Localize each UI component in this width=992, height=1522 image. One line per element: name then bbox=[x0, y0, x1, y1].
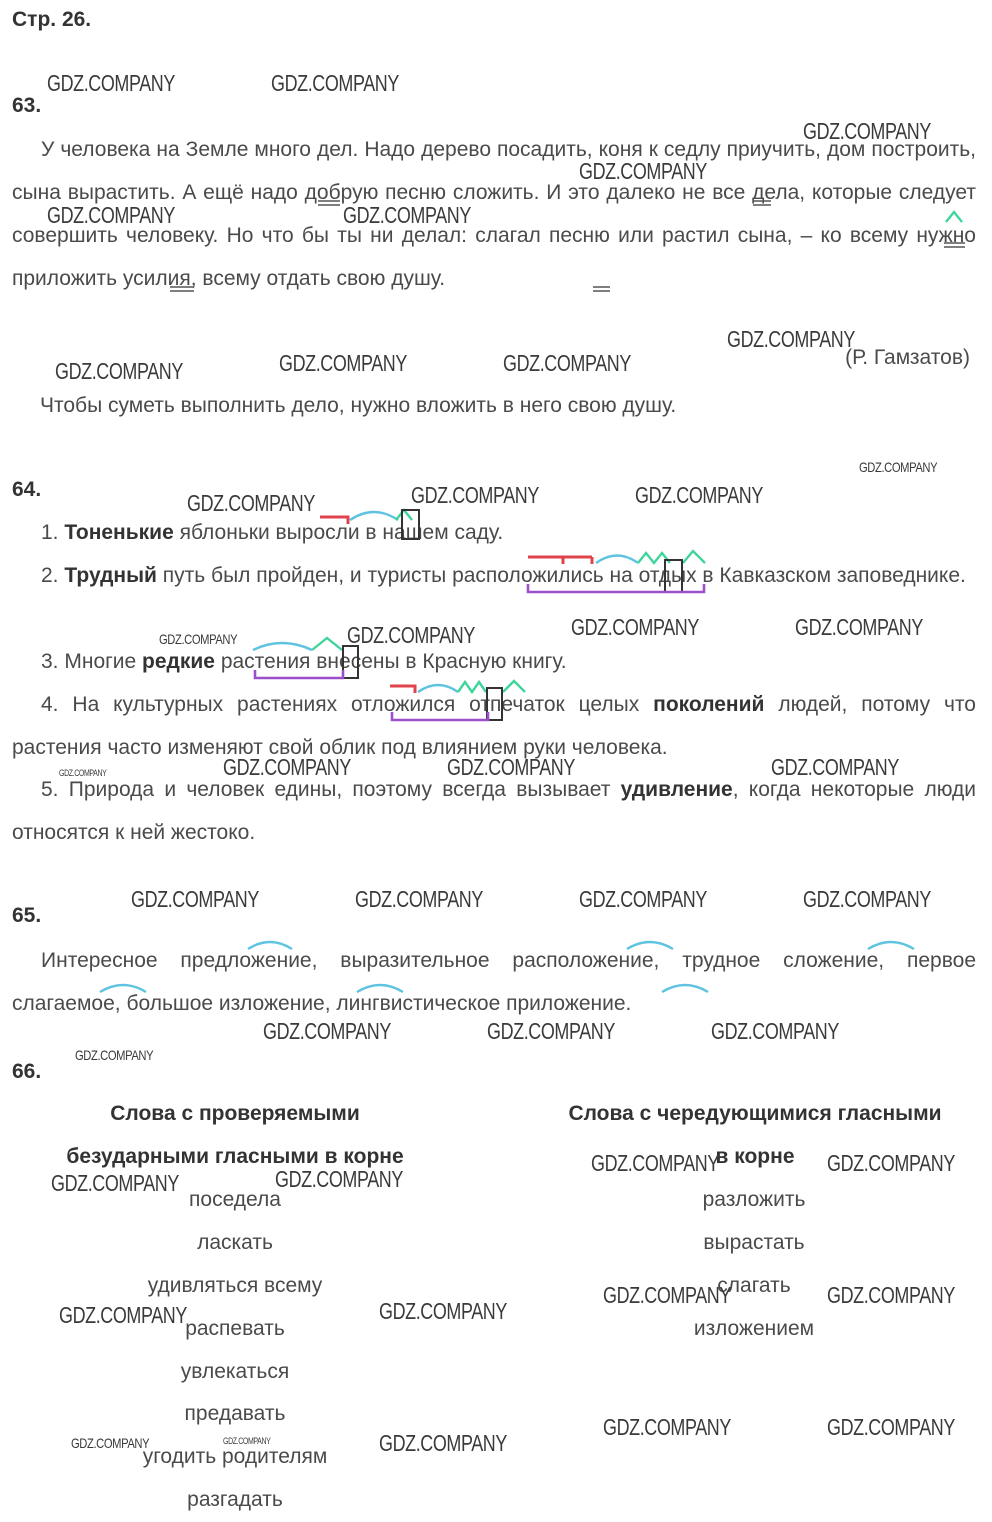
watermark: GDZ.COMPANY bbox=[51, 1170, 179, 1196]
s2-num: 2. bbox=[41, 564, 59, 587]
watermark: GDZ.COMPANY bbox=[75, 1047, 154, 1063]
watermark: GDZ.COMPANY bbox=[47, 202, 175, 228]
watermark: GDZ.COMPANY bbox=[503, 350, 631, 376]
watermark: GDZ.COMPANY bbox=[591, 1150, 719, 1176]
s2-bold-word: Трудный bbox=[64, 564, 157, 587]
watermark: GDZ.COMPANY bbox=[279, 350, 407, 376]
watermark: GDZ.COMPANY bbox=[275, 1166, 403, 1192]
watermark: GDZ.COMPANY bbox=[795, 614, 923, 640]
right-word-4: изложением bbox=[693, 1317, 815, 1340]
watermark: GDZ.COMPANY bbox=[579, 886, 707, 912]
right-word-2: вырастать bbox=[703, 1231, 805, 1254]
s3-bold-word: редкие bbox=[142, 650, 215, 673]
s4-rest: людей, потому что растения часто изменяют свой облик под влиянием руки человека. bbox=[12, 693, 976, 759]
s5-rest: , когда некоторые люди относятся к ней жестоко. bbox=[12, 778, 977, 844]
exercise-63-author: (Р. Гамзатов) bbox=[845, 346, 970, 369]
watermark: GDZ.COMPANY bbox=[379, 1430, 507, 1456]
right-word-1: разложить bbox=[702, 1188, 806, 1211]
watermark: GDZ.COMPANY bbox=[859, 459, 938, 475]
watermark: GDZ.COMPANY bbox=[803, 118, 931, 144]
left-word-2: ласкать bbox=[197, 1231, 273, 1254]
s2-rest: путь был пройден, и туристы расположились на отдых в Кавказском заповеднике. bbox=[162, 564, 966, 587]
left-word-7: угодить родителям bbox=[142, 1445, 328, 1468]
watermark: GDZ.COMPANY bbox=[71, 1435, 150, 1451]
exercise-number-63: 63. bbox=[12, 94, 42, 117]
watermark: GDZ.COMPANY bbox=[579, 158, 707, 184]
watermark: GDZ.COMPANY bbox=[603, 1282, 731, 1308]
watermark: GDZ.COMPANY bbox=[771, 754, 899, 780]
left-word-5: увлекаться bbox=[180, 1360, 290, 1383]
left-column-heading-line-2: безударными гласными в корне bbox=[66, 1145, 404, 1168]
watermark: GDZ.COMPANY bbox=[347, 622, 475, 648]
s3-rest: растения внесены в Красную книгу. bbox=[220, 650, 567, 673]
exercise-64-sentence-1 bbox=[12, 511, 976, 554]
s3-num: 3. Многие bbox=[41, 650, 137, 673]
watermark: GDZ.COMPANY bbox=[571, 614, 699, 640]
watermark: GDZ.COMPANY bbox=[827, 1282, 955, 1308]
watermark: GDZ.COMPANY bbox=[59, 1302, 187, 1328]
watermark: GDZ.COMPANY bbox=[411, 482, 539, 508]
watermark: GDZ.COMPANY bbox=[603, 1414, 731, 1440]
s1-num: 1. bbox=[41, 521, 59, 544]
watermark: GDZ.COMPANY bbox=[223, 754, 351, 780]
right-column-heading-line-1: Слова с чередующимися гласными bbox=[568, 1102, 942, 1125]
watermark: GDZ.COMPANY bbox=[131, 886, 259, 912]
left-word-3: удивляться всему bbox=[147, 1274, 323, 1297]
page-label: Стр. 26. bbox=[12, 8, 92, 31]
watermark: GDZ.COMPANY bbox=[635, 482, 763, 508]
left-word-4: распевать bbox=[185, 1317, 285, 1340]
watermark: GDZ.COMPANY bbox=[355, 886, 483, 912]
watermark: GDZ.COMPANY bbox=[271, 70, 399, 96]
exercise-number-66: 66. bbox=[12, 1060, 42, 1083]
s5-pre: 5. Природа и человек едины, поэтому всегда вызывает bbox=[41, 778, 611, 801]
exercise-64-sentence-2 bbox=[12, 554, 976, 597]
watermark: GDZ.COMPANY bbox=[447, 754, 575, 780]
watermark: GDZ.COMPANY bbox=[711, 1018, 839, 1044]
watermark: GDZ.COMPANY bbox=[487, 1018, 615, 1044]
exercise-63-summary: Чтобы суметь выполнить дело, нужно вложить в него свою душу. bbox=[40, 394, 677, 417]
exercise-number-64: 64. bbox=[12, 478, 42, 501]
watermark: GDZ.COMPANY bbox=[263, 1018, 391, 1044]
exercise-number-65: 65. bbox=[12, 904, 42, 927]
exercise-63-text: У человека на Земле много дел. Надо дерево посадить, коня к седлу приучить, дом построить, сына вырастить. А ещё надо добрую песню сложить. И это далеко не все дела, которые следует совершить человеку. Но что бы ты ни делал: слагал песню или растил сына, – ко всему нужно приложить усилия, всему отдать свою душу. bbox=[12, 138, 976, 290]
watermark: GDZ.COMPANY bbox=[827, 1150, 955, 1176]
exercise-65-text: Интересное предложение, выразительное расположение, трудное сложение, первое слагаемое, большое изложение, лингвистическое приложение. bbox=[12, 949, 976, 1015]
s1-bold-word: Тоненькие bbox=[64, 521, 174, 544]
left-column-heading-line-1: Слова с проверяемыми bbox=[110, 1102, 360, 1125]
left-word-6: предавать bbox=[184, 1402, 286, 1425]
watermark: GDZ.COMPANY bbox=[159, 631, 238, 647]
exercise-64-sentence-3 bbox=[12, 640, 976, 683]
watermark: GDZ.COMPANY bbox=[55, 358, 183, 384]
watermark: GDZ.COMPANY bbox=[223, 1436, 271, 1446]
s1-rest: яблоньки выросли в нашем саду. bbox=[179, 521, 504, 544]
watermark: GDZ.COMPANY bbox=[803, 886, 931, 912]
exercise-64-sentence-5 bbox=[12, 768, 976, 854]
s4-pre: 4. На культурных растениях отложился отпечаток целых bbox=[41, 693, 640, 716]
exercise-64-sentence-4 bbox=[12, 683, 976, 769]
left-word-1: поседела bbox=[189, 1188, 281, 1211]
watermark: GDZ.COMPANY bbox=[59, 768, 107, 778]
right-column-heading-line-2: в корне bbox=[715, 1145, 795, 1168]
s5-bold-word: удивление bbox=[620, 778, 733, 801]
watermark: GDZ.COMPANY bbox=[47, 70, 175, 96]
right-word-3: слагать bbox=[717, 1274, 791, 1297]
watermark: GDZ.COMPANY bbox=[379, 1298, 507, 1324]
watermark: GDZ.COMPANY bbox=[827, 1414, 955, 1440]
watermark: GDZ.COMPANY bbox=[187, 490, 315, 516]
left-word-8: разгадать bbox=[187, 1488, 283, 1511]
s4-bold-word: поколений bbox=[653, 693, 765, 716]
watermark: GDZ.COMPANY bbox=[727, 326, 855, 352]
watermark: GDZ.COMPANY bbox=[343, 202, 471, 228]
